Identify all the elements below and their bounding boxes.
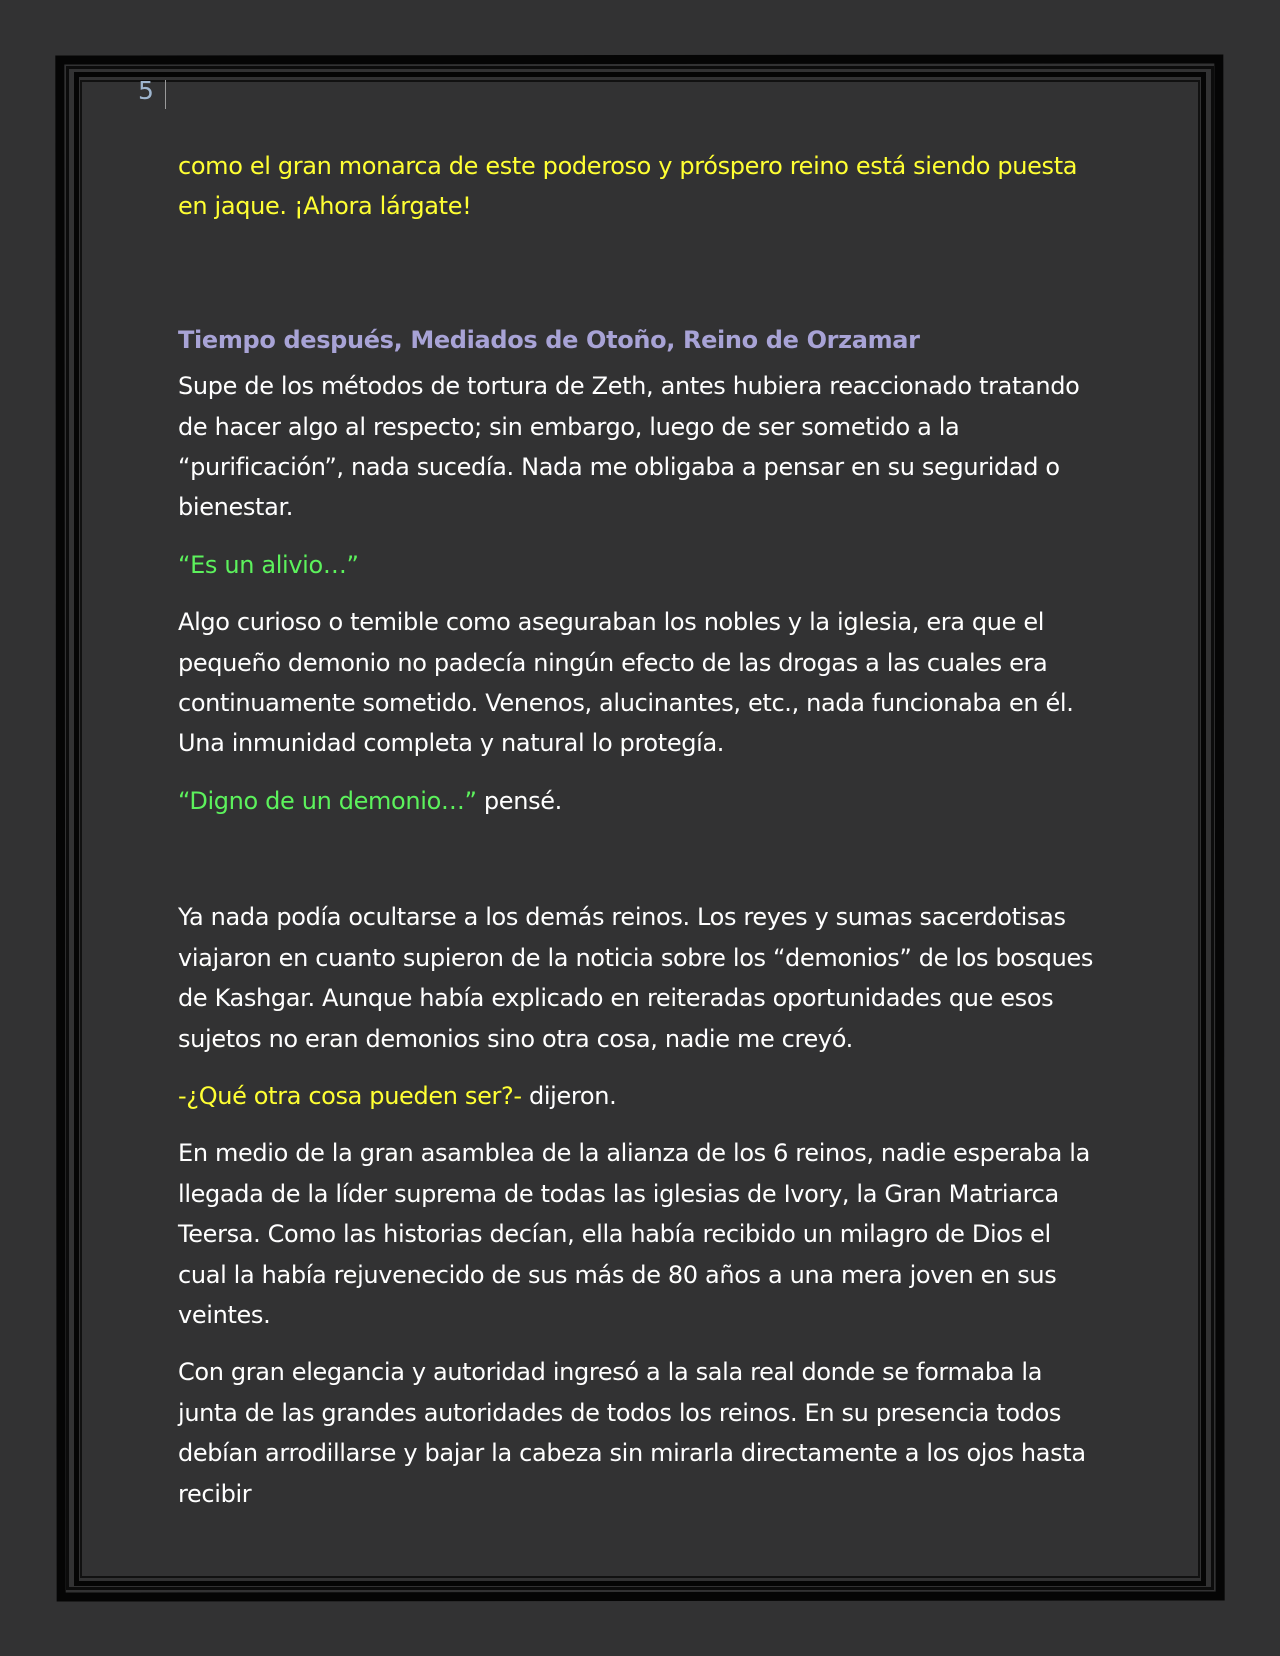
paragraph-dialogue: como el gran monarca de este poderoso y próspero reino está siendo puesta en jaque. ¡Ahora lárgate! [178,152,1078,221]
narration: pensé. [476,786,562,815]
paragraph-thought-mixed [178,781,1100,821]
paragraph: Con gran elegancia y autoridad ingresó a la sala real donde se formaba la junta de las grandes autoridades de todos los reinos. En su presencia todos debían arrodillarse y bajar la cabeza sin mirarla directamente a los ojos hasta recibir [178,1358,1086,1508]
page-number: 5 [138,76,154,105]
narration: dijeron. [521,1081,617,1110]
paragraph-dialogue-mixed [178,1076,1100,1116]
dialogue-speech: -¿Qué otra cosa pueden ser?- [178,1081,522,1110]
document-body [178,146,1100,1534]
paragraph: Ya nada podía ocultarse a los demás reinos. Los reyes y sumas sacerdotisas viajaron en cuanto supieron de la noticia sobre los “demonios” de los bosques de Kashgar. Aunque había explicado en reiteradas oportunidades que esos sujetos no eran demonios sino otra cosa, nadie me creyó. [178,903,1094,1053]
section-heading: Tiempo después, Mediados de Otoño, Reino de Orzamar [178,325,920,354]
text-cursor [165,80,166,109]
thought-quote: “Digno de un demonio…” [178,786,477,815]
paragraph: En medio de la gran asamblea de la alianza de los 6 reinos, nadie esperaba la llegada de la líder suprema de todas las iglesias de Ivory, la Gran Matriarca Teersa. Como las historias decían, ella había recibido un milagro de Dios el cual la había rejuvenecido de sus más de 80 años a una mera joven en sus veintes. [178,1139,1090,1329]
paragraph-thought: “Es un alivio…” [178,550,359,579]
paragraph: Supe de los métodos de tortura de Zeth, antes hubiera reaccionado tratando de hacer algo al respecto; sin embargo, luego de ser sometido a la “purificación”, nada sucedía. Nada me obligaba a pensar en su seguridad o bienestar. [178,372,1080,522]
paragraph: Algo curioso o temible como aseguraban los nobles y la iglesia, era que el pequeño demonio no padecía ningún efecto de las drogas a las cuales era continuamente sometido. Venenos, alucinantes, etc., nada funcionaba en él. Una inmunidad completa y natural lo protegía. [178,608,1074,758]
